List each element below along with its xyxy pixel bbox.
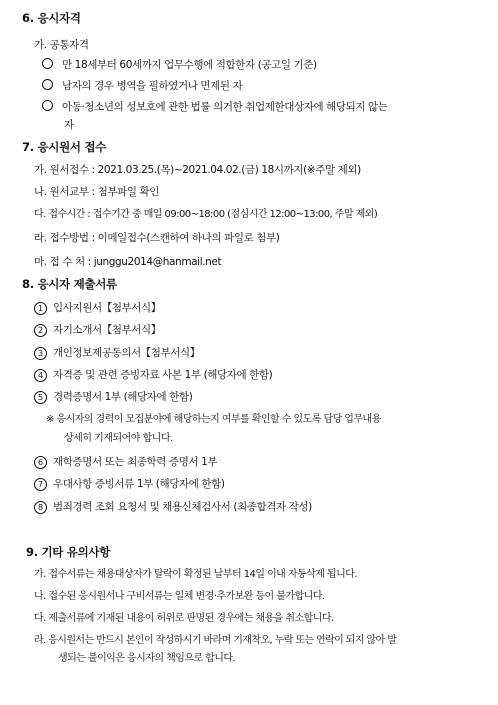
- section-9-line-1: 가. 접수서류는 채용대상자가 탈락이 확정된 날부터 14일 이내 자동삭제 됩니다.: [34, 569, 357, 580]
- list-item-text: 범죄경력 조회 요청서 및 채용신체검사서 (최종합격자 작성): [53, 501, 312, 513]
- list-item: [42, 78, 242, 94]
- circled-number-icon: 4: [34, 369, 47, 382]
- list-item: [34, 499, 312, 515]
- list-item: [42, 99, 388, 115]
- bullet-circle-icon: [42, 58, 53, 69]
- bullet-circle-icon: [42, 79, 53, 90]
- list-item: [34, 367, 272, 383]
- section-7-line-4: 라. 접수방법 : 이메일접수(스캔하여 하나의 파일로 첨부): [34, 232, 280, 244]
- section-8-note-line-1: ※ 응시자의 경력이 모집분야에 해당하는지 여부를 확인할 수 있도록 담당 업무내용: [46, 414, 381, 425]
- section-7-line-3: 다. 접수시간 : 접수기간 중 매일 09:00~18:00 (점심시간 12:00~13:00, 주말 제외): [34, 209, 378, 220]
- circled-number-icon: 5: [34, 391, 47, 404]
- section-8-note-line-2: 상세히 기재되어야 합니다.: [64, 433, 173, 444]
- section-9-line-5: 생되는 불이익은 응시자의 책임으로 합니다.: [58, 653, 236, 664]
- circled-number-icon: 8: [34, 501, 47, 514]
- list-item: [34, 389, 192, 405]
- list-item: [34, 476, 225, 492]
- list-item-text: 개인정보제공동의서【첨부서식】: [53, 347, 200, 359]
- section-6-title: 6. 응시자격: [22, 11, 81, 25]
- section-7-line-2: 나. 원서교부 : 첨부파일 확인: [34, 186, 159, 198]
- circled-number-icon: 6: [34, 456, 47, 469]
- list-item: [34, 454, 217, 470]
- list-item-text: 우대사항 증빙서류 1부 (해당자에 한함): [53, 478, 225, 490]
- circled-number-icon: 7: [34, 478, 47, 491]
- section-7-title: 7. 응시원서 접수: [22, 140, 107, 154]
- list-item-text: 입사지원서【첨부서식】: [53, 302, 161, 314]
- section-9-line-4: 라. 응시원서는 반드시 본인이 작성하시기 바라며 기재착오, 누락 또는 연락이 되지 않아 발: [34, 635, 397, 646]
- list-item-text: 남자의 경우 병역을 필하였거나 면제된 자: [62, 80, 243, 92]
- list-item: [34, 300, 161, 316]
- section-9-line-3: 다. 제출서류에 기재된 내용이 허위로 판명된 경우에는 채용을 취소합니다.: [34, 613, 334, 624]
- list-item-text: 아동·청소년의 성보호에 관한 법률 의거한 취업제한대상자에 해당되지 않는: [62, 101, 388, 113]
- section-6-subtitle: 가. 공통자격: [34, 39, 89, 51]
- list-item: [34, 322, 161, 338]
- section-7-line-1: 가. 원서접수 : 2021.03.25.(목)~2021.04.02.(금) 18시까지(※주말 제외): [34, 164, 361, 176]
- section-7-line-5: 마. 접 수 처 : junggu2014@hanmail.net: [34, 256, 222, 268]
- circled-number-icon: 3: [34, 347, 47, 360]
- section-9-line-2: 나. 접수된 응시원서나 구비서류는 일체 변경·추가보완 등이 불가합니다.: [34, 591, 325, 602]
- list-item: [42, 57, 317, 73]
- list-item: [34, 345, 200, 361]
- list-item-text: 만 18세부터 60세까지 업무수행에 적합한자 (공고일 기준): [62, 59, 317, 71]
- circled-number-icon: 1: [34, 302, 47, 315]
- list-item-text: 경력증명서 1부 (해당자에 한함): [53, 391, 193, 403]
- section-8-title: 8. 응시자 제출서류: [22, 277, 117, 291]
- section-9-title: 9. 기타 유의사항: [26, 545, 111, 559]
- list-item-text: 자격증 및 관련 증빙자료 사본 1부 (해당자에 한함): [53, 369, 273, 381]
- list-item-text: 재학증명서 또는 최종학력 증명서 1부: [53, 456, 218, 468]
- list-item-continuation: 자: [64, 119, 74, 131]
- bullet-circle-icon: [42, 100, 53, 111]
- circled-number-icon: 2: [34, 324, 47, 337]
- list-item-text: 자기소개서【첨부서식】: [53, 324, 161, 336]
